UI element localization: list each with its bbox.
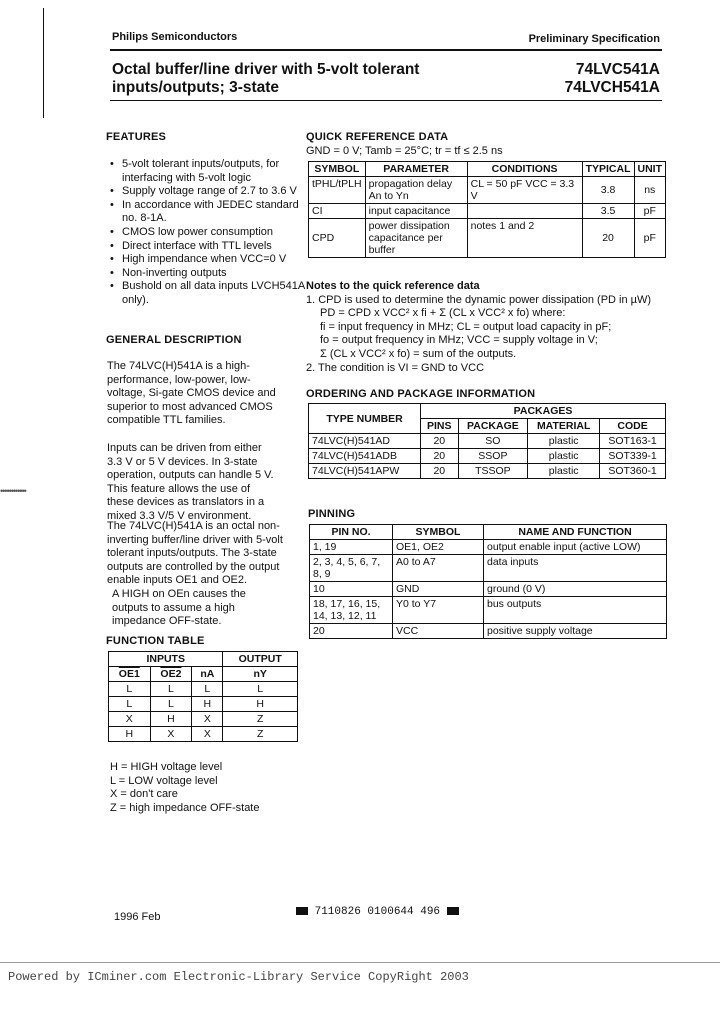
ordering-heading: ORDERING AND PACKAGE INFORMATION: [306, 388, 536, 400]
part-number-2: 74LVCH541A: [564, 79, 660, 96]
table-row: [109, 727, 298, 742]
cell: plastic: [528, 449, 600, 464]
cell: Z: [223, 727, 298, 742]
cell: 20: [310, 624, 393, 639]
general-para-2: Inputs can be driven from either 3.3 V or 5 V devices. In 3-state operation, outputs can handle 5 V. This feature allows the use of these devices as translators in a mixed 3.3 V/5 V environment.: [107, 442, 274, 522]
cell: power dissipation capacitance per buffer: [365, 219, 467, 258]
cell: Y0 to Y7: [393, 597, 484, 624]
cell: 3.8: [582, 177, 634, 204]
cell: tPHL/tPLH: [309, 177, 366, 204]
cell: X: [150, 727, 192, 742]
cell: plastic: [528, 434, 600, 449]
cell: L: [109, 697, 151, 712]
cell: VCC: [393, 624, 484, 639]
table-row: [109, 682, 298, 697]
ordering-table: [308, 403, 666, 479]
footer-rule: [0, 962, 720, 963]
part-numbers: [565, 61, 660, 97]
table-row: [309, 434, 666, 449]
legend-item: H = HIGH voltage level: [110, 761, 223, 773]
cell: SOT360-1: [600, 464, 666, 479]
cell: 18, 17, 16, 15, 14, 13, 12, 11: [310, 597, 393, 624]
cell: 74LVC(H)541AD: [309, 434, 421, 449]
cell: propagation delay An to Yn: [365, 177, 467, 204]
cell: ns: [634, 177, 666, 204]
col-symbol: SYMBOL: [309, 162, 366, 177]
general-para-4: A HIGH on OEn causes the outputs to assume a high impedance OFF-state.: [112, 588, 246, 628]
cell: pF: [634, 204, 666, 219]
table-row: [310, 582, 667, 597]
table-row: [309, 204, 666, 219]
col-na: nA: [192, 667, 223, 682]
barcode: [296, 906, 459, 918]
barcode-block-icon: [296, 907, 308, 915]
cell: 3.5: [582, 204, 634, 219]
output-header: OUTPUT: [223, 652, 298, 667]
col-name-function: NAME AND FUNCTION: [484, 525, 667, 540]
table-row: [109, 697, 298, 712]
cell: 20: [421, 464, 458, 479]
part-number-1: 74LVC541A: [575, 61, 660, 78]
general-description-heading: GENERAL DESCRIPTION: [106, 334, 242, 346]
cell: X: [192, 727, 223, 742]
col-pin-symbol: SYMBOL: [393, 525, 484, 540]
cell: L: [150, 697, 192, 712]
cell: L: [109, 682, 151, 697]
general-para-3: The 74LVC(H)541A is an octal non-inverting buffer/line driver with 5-volt tolerant inputs/outputs. The 3-state outputs are controlled by the output enable inputs OE1 and OE2.: [107, 520, 283, 587]
cell: H: [150, 712, 192, 727]
cell: H: [223, 697, 298, 712]
feature-item: • Bushold on all data inputs LVCH541A only).: [108, 280, 308, 307]
cell: 2, 3, 4, 5, 6, 7, 8, 9: [310, 555, 393, 582]
cell: [467, 204, 582, 219]
cell: SOT163-1: [600, 434, 666, 449]
scan-artifact-icon: ••••••••••••: [0, 486, 26, 496]
col-typical: TYPICAL: [582, 162, 634, 177]
cell: plastic: [528, 464, 600, 479]
qrd-conditions: GND = 0 V; Tamb = 25°C; tr = tf ≤ 2.5 ns: [306, 145, 503, 157]
cell: positive supply voltage: [484, 624, 667, 639]
cell: SSOP: [458, 449, 528, 464]
inputs-header: INPUTS: [109, 652, 223, 667]
col-oe1: OE1: [109, 667, 151, 682]
cell: CL = 50 pF VCC = 3.3 V: [467, 177, 582, 204]
cell: X: [109, 712, 151, 727]
pinning-heading: PINNING: [308, 508, 356, 520]
features-heading: FEATURES: [106, 131, 167, 143]
col-pins: PINS: [421, 419, 458, 434]
cell: L: [223, 682, 298, 697]
cell: GND: [393, 582, 484, 597]
general-para-1: The 74LVC(H)541A is a high-performance, low-power, low-voltage, Si-gate CMOS device and superior to most advanced CMOS compatible TTL families.: [107, 360, 276, 427]
function-table-heading: FUNCTION TABLE: [106, 635, 205, 647]
barcode-block-icon: [447, 907, 459, 915]
cell: 74LVC(H)541APW: [309, 464, 421, 479]
feature-item: • Non-inverting outputs: [108, 267, 308, 281]
col-package: PACKAGE: [458, 419, 528, 434]
cell: bus outputs: [484, 597, 667, 624]
col-type-number: TYPE NUMBER: [309, 404, 421, 434]
col-unit: UNIT: [634, 162, 666, 177]
issue-date: 1996 Feb: [114, 911, 161, 923]
col-pin-no: PIN NO.: [310, 525, 393, 540]
col-parameter: PARAMETER: [365, 162, 467, 177]
title-line-2: inputs/outputs; 3-state: [112, 79, 280, 96]
features-list: [108, 158, 308, 308]
cell: A0 to A7: [393, 555, 484, 582]
cell: 1, 19: [310, 540, 393, 555]
cell: L: [150, 682, 192, 697]
col-ny: nY: [223, 667, 298, 682]
function-legend: [110, 761, 310, 815]
cell: X: [192, 712, 223, 727]
cell: TSSOP: [458, 464, 528, 479]
cell: L: [192, 682, 223, 697]
note-line: 1. CPD is used to determine the dynamic power dissipation (PD in µW): [306, 293, 652, 306]
table-row: [309, 177, 666, 204]
cell: input capacitance: [365, 204, 467, 219]
cell: SOT339-1: [600, 449, 666, 464]
table-row: [310, 555, 667, 582]
feature-item: • Direct interface with TTL levels: [108, 240, 308, 254]
feature-item: • CMOS low power consumption: [108, 226, 308, 240]
legend-item: Z = high impedance OFF-state: [110, 801, 260, 814]
cell: output enable input (active LOW): [484, 540, 667, 555]
cell: 74LVC(H)541ADB: [309, 449, 421, 464]
cell: 10: [310, 582, 393, 597]
cell: SO: [458, 434, 528, 449]
note-line: fi = input frequency in MHz; CL = output load capacity in pF;: [320, 320, 612, 333]
qrd-table: [308, 161, 666, 258]
cell: CI: [309, 204, 366, 219]
table-row: [310, 597, 667, 624]
cell: OE1, OE2: [393, 540, 484, 555]
function-table: [108, 651, 298, 742]
table-row: [309, 219, 666, 258]
cell: pF: [634, 219, 666, 258]
note-line: PD = CPD x VCC² x fi + Σ (CL x VCC² x fo) where:: [320, 307, 566, 320]
pinning-table: [309, 524, 667, 639]
cell: 20: [421, 449, 458, 464]
col-material: MATERIAL: [528, 419, 600, 434]
col-code: CODE: [600, 419, 666, 434]
col-conditions: CONDITIONS: [467, 162, 582, 177]
qrd-notes: [306, 280, 666, 375]
packages-header: PACKAGES: [421, 404, 666, 419]
cell: Z: [223, 712, 298, 727]
feature-item: • In accordance with JEDEC standard no. 8-1A.: [108, 199, 308, 226]
table-row: [309, 449, 666, 464]
note-line: Σ (CL x VCC² x fo) = sum of the outputs.: [320, 347, 517, 360]
cell: 20: [421, 434, 458, 449]
feature-item: • Supply voltage range of 2.7 to 3.6 V: [108, 185, 308, 199]
document-title: [112, 61, 512, 97]
left-margin-rule: [43, 8, 44, 118]
cell: H: [192, 697, 223, 712]
cell: data inputs: [484, 555, 667, 582]
notes-heading: Notes to the quick reference data: [306, 280, 480, 292]
table-row: [310, 624, 667, 639]
note-line: 2. The condition is VI = GND to VCC: [306, 361, 485, 374]
cell: CPD: [309, 219, 366, 258]
feature-item: • 5-volt tolerant inputs/outputs, for interfacing with 5-volt logic: [108, 158, 308, 185]
title-line-1: Octal buffer/line driver with 5-volt tolerant: [112, 61, 420, 78]
header-rule: [110, 49, 662, 51]
col-oe2: OE2: [150, 667, 192, 682]
barcode-text: 7110826 0100644 496: [314, 906, 441, 918]
cell: 20: [582, 219, 634, 258]
legend-item: X = don't care: [110, 788, 178, 801]
feature-item: • High impendance when VCC=0 V: [108, 253, 308, 267]
cell: ground (0 V): [484, 582, 667, 597]
company-name: Philips Semiconductors: [112, 31, 238, 43]
qrd-heading: QUICK REFERENCE DATA: [306, 131, 449, 143]
spec-status: Preliminary Specification: [528, 33, 660, 45]
cell: H: [109, 727, 151, 742]
note-line: fo = output frequency in MHz; VCC = supply voltage in V;: [320, 334, 598, 347]
title-rule: [110, 100, 662, 101]
legend-item: L = LOW voltage level: [110, 774, 218, 787]
table-row: [109, 712, 298, 727]
table-row: [309, 464, 666, 479]
cell: notes 1 and 2: [467, 219, 582, 258]
powered-by: Powered by ICminer.com Electronic-Library Service CopyRight 2003: [8, 970, 469, 984]
table-row: [310, 540, 667, 555]
